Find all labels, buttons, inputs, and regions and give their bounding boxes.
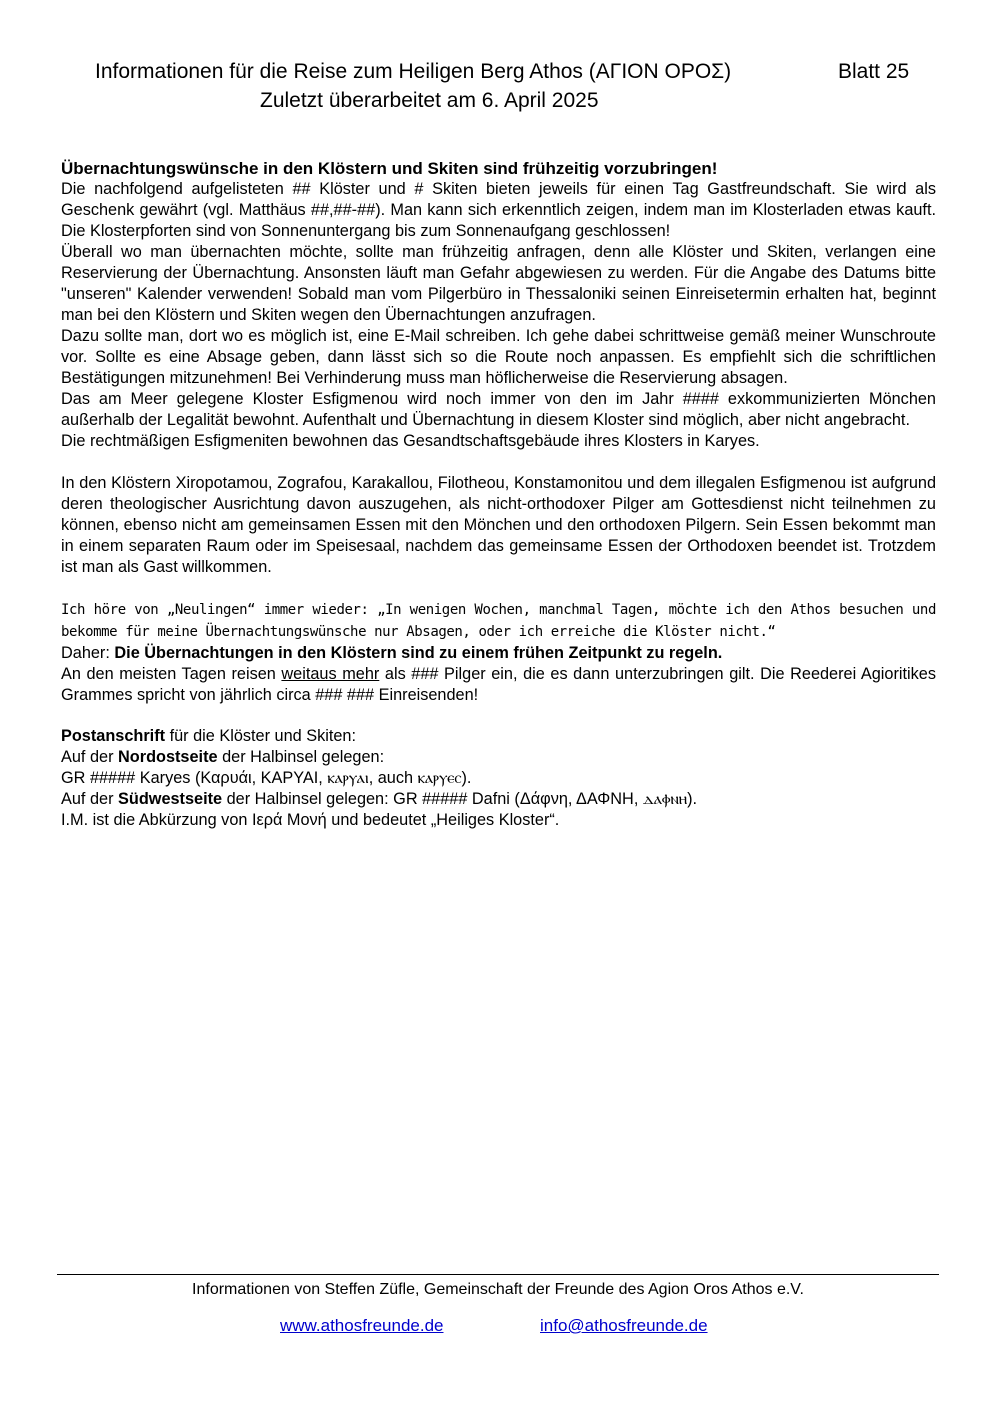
paragraph: Das am Meer gelegene Kloster Esfigmenou wird noch immer von den im Jahr #### exkommunizierten Mönchen außerhalb der Legalität bewohnt. Aufenthalt und Übernachtung in diesem Kloster sind möglich, aber nicht angebracht. bbox=[61, 390, 936, 429]
daher-prefix: Daher: bbox=[61, 644, 115, 662]
last-updated: Zuletzt überarbeitet am 6. April 2025 bbox=[260, 89, 599, 112]
southwest-line bbox=[61, 789, 936, 810]
daher-emphasis: Die Übernachtungen in den Klöstern sind zu einem frühen Zeitpunkt zu regeln. bbox=[114, 644, 723, 662]
paragraph: Die rechtmäßigen Esfigmeniten bewohnen das Gesandtschaftsgebäude ihres Klosters in Karyes. bbox=[61, 432, 760, 450]
karyes-address: GR ##### Karyes (Καρυάι, ΚΑΡΥΑΙ, ⲕⲁⲣⲩⲁⲓ, auch ⲕⲁⲣⲩⲉⲥ). bbox=[61, 769, 472, 787]
postal-label bbox=[61, 726, 936, 747]
footer-text: Informationen von Steffen Züfle, Gemeinschaft der Freunde des Agion Oros Athos e.V. bbox=[192, 1281, 804, 1298]
section-heading: Übernachtungswünsche in den Klöstern und Skiten sind frühzeitig vorzubringen! bbox=[61, 159, 718, 178]
quote-paragraph bbox=[61, 599, 936, 643]
quote-text: Ich höre von „Neulingen“ immer wieder: „In wenigen Wochen, manchmal Tagen, möchte ich den Athos besuchen und bekomme für meine Übernachtungswünsche nur Absagen, oder ich erreiche die Klöster nicht.“ bbox=[61, 602, 936, 640]
website-link[interactable]: www.athosfreunde.de bbox=[280, 1316, 444, 1335]
paragraph: Überall wo man übernachten möchte, sollte man frühzeitig anfragen, denn alle Klöster und Skiten, verlangen eine Reservierung der Übernachtung. Ansonsten läuft man Gefahr abgewiesen zu werden. Für die Angabe des Datums bitte "unseren" Kalender verwenden! Sobald man vom Pilgerbüro in Thessaloniki seinen Einreisetermin erhalten hat, beginnt man bei den Klöstern und Skiten wegen den Übernachtungen anzufragen. bbox=[61, 243, 936, 324]
northeast-bold: Nordostseite bbox=[118, 748, 218, 766]
postal-label-bold: Postanschrift bbox=[61, 727, 166, 745]
underlined-text: weitaus mehr bbox=[281, 665, 380, 683]
page-number: Blatt 25 bbox=[838, 60, 910, 83]
text-run: Auf der bbox=[61, 790, 119, 808]
paragraph: Dazu sollte man, dort wo es möglich ist, eine E-Mail schreiben. Ich gehe dabei schrittweise gemäß meiner Wunschroute vor. Sollte es eine Absage geben, dann lässt sich so die Route noch anpassen. Es empfiehlt sich die schriftlichen Bestätigungen mitzunehmen! Bei Verhinderung muss man höflicherweise die Reservierung absagen. bbox=[61, 327, 936, 387]
daher-paragraph bbox=[61, 643, 936, 664]
text-run: der Halbinsel gelegen: bbox=[217, 748, 385, 766]
text-run: An den meisten Tagen reisen bbox=[61, 665, 282, 683]
paragraph: In den Klöstern Xiropotamou, Zografou, Karakallou, Filotheou, Konstamonitou und dem illegalen Esfigmenou ist aufgrund deren theologischer Ausrichtung davon auszugehen, als nicht-orthodoxer Pilger am Gottesdienst nicht teilnehmen zu können, ebenso nicht am gemeinsamen Essen mit den Mönchen und den orthodoxen Pilgern. Sein Essen bekommt man in einem separaten Raum oder im Speisesaal, nachdem das gemeinsame Essen der Orthodoxen beendet ist. Trotzdem ist man als Gast willkommen. bbox=[61, 474, 936, 576]
northeast-line bbox=[61, 747, 936, 768]
document-title: Informationen für die Reise zum Heiligen Berg Athos (ΑΓΙΟΝ ΟΡΟΣ) bbox=[95, 60, 732, 83]
abbreviation-note: I.M. ist die Abkürzung von Ιερά Μονή und bedeutet „Heiliges Kloster“. bbox=[61, 811, 560, 829]
text-run: der Halbinsel gelegen: GR ##### Dafni (Δάφνη, ΔΑΦΝΗ, ⲇⲁⲫⲛⲏ). bbox=[222, 790, 698, 808]
email-link[interactable]: info@athosfreunde.de bbox=[540, 1316, 708, 1335]
main-content bbox=[61, 158, 936, 831]
footer-divider bbox=[57, 1274, 939, 1275]
paragraph bbox=[61, 664, 936, 706]
southwest-bold: Südwestseite bbox=[118, 790, 223, 808]
text-run: als ### Pilger ein, die es dann unterzubringen gilt. Die Reederei Agioritikes Grammes spricht von jährlich circa ### ### Einreisenden! bbox=[61, 665, 936, 704]
postal-label-rest: für die Klöster und Skiten: bbox=[165, 727, 357, 745]
paragraph: Die nachfolgend aufgelisteten ## Klöster und # Skiten bieten jeweils für einen Tag Gastfreundschaft. Sie wird als Geschenk gewährt (vgl. Matthäus ##,##-##). Man kann sich erkenntlich zeigen, indem man im Klosterladen etwas kauft. Die Klosterpforten sind von Sonnenuntergang bis zum Sonnenaufgang geschlossen! bbox=[61, 180, 936, 240]
text-run: Auf der bbox=[61, 748, 119, 766]
